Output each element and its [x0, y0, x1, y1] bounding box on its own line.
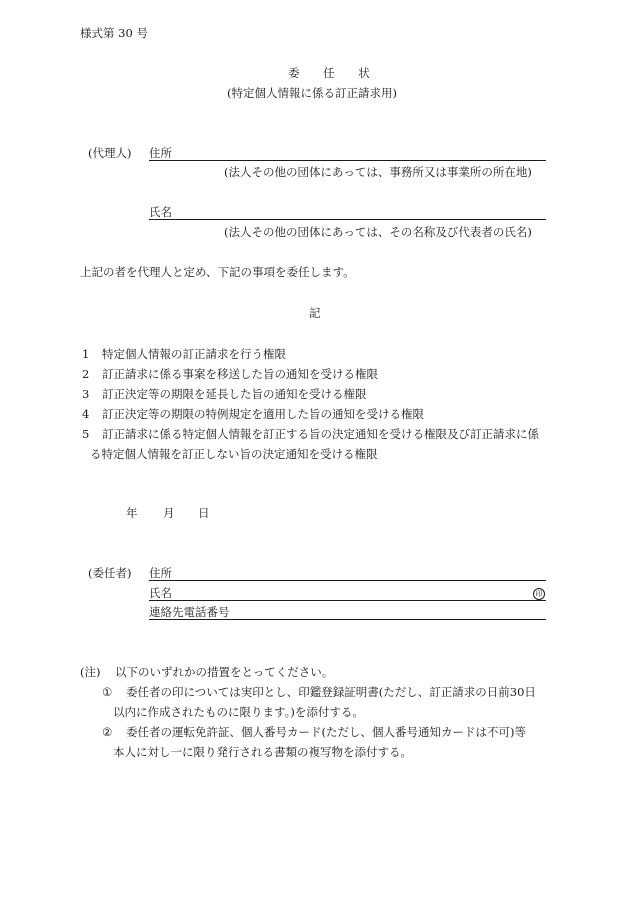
note-label: (注) [80, 665, 101, 679]
ki-heading: 記 [309, 306, 321, 320]
note-item-line: 以内に作成されたものに限ります。)を添付する。 [113, 705, 364, 719]
agent-label: (代理人) [88, 146, 132, 160]
form-number: 様式第 30 号 [80, 26, 148, 40]
delegation-statement: 上記の者を代理人と定め、下記の事項を委任します。 [80, 265, 355, 279]
note-item-line: 委任者の印については実印とし、印鑑登録証明書(ただし、訂正請求の日前30日 [126, 685, 536, 699]
agent-address-note: (法人その他の団体にあっては、事務所又は事業所の所在地) [224, 165, 532, 179]
note-mark: ② [102, 725, 113, 739]
date-month-label: 月 [163, 506, 175, 520]
agent-name-line[interactable] [149, 219, 546, 220]
principal-phone-label: 連絡先電話番号 [149, 605, 230, 619]
note-intro: 以下のいずれかの措置をとってください。 [115, 665, 334, 679]
note-item-line: 委任者の運転免許証、個人番号カード(ただし、個人番号通知カードは不可)等 [126, 725, 526, 739]
item-number: 4 [82, 407, 90, 421]
agent-address-line[interactable] [149, 160, 546, 161]
item-number: 2 [82, 367, 90, 381]
note-mark: ① [102, 685, 113, 699]
date-day-label: 日 [198, 506, 210, 520]
agent-address-label: 住所 [149, 146, 172, 160]
principal-address-label: 住所 [149, 566, 172, 580]
document-title: 委 任 状 [288, 66, 380, 80]
list-item: 訂正請求に係る特定個人情報を訂正する旨の決定通知を受ける権限及び訂正請求に係 [102, 427, 539, 441]
principal-label: (委任者) [88, 566, 132, 580]
agent-name-label: 氏名 [149, 205, 172, 219]
item-number: 1 [82, 347, 90, 361]
agent-name-note: (法人その他の団体にあっては、その名称及び代表者の氏名) [224, 225, 532, 239]
list-item: 訂正決定等の期限の特例規定を適用した旨の通知を受ける権限 [102, 407, 424, 421]
list-item: 訂正請求に係る事案を移送した旨の通知を受ける権限 [102, 367, 378, 381]
principal-phone-line[interactable] [149, 619, 546, 620]
item-number: 5 [82, 427, 90, 441]
document-subtitle: (特定個人情報に係る訂正請求用) [227, 86, 397, 100]
list-item: 訂正決定等の期限を延長した旨の通知を受ける権限 [102, 387, 367, 401]
principal-name-label: 氏名 [149, 586, 172, 600]
seal-mark: 印 [533, 588, 545, 600]
principal-address-line[interactable] [149, 580, 546, 581]
principal-name-line[interactable] [149, 600, 546, 601]
item-number: 3 [82, 387, 90, 401]
date-year-label: 年 [126, 506, 138, 520]
list-item-continuation: る特定個人情報を訂正しない旨の決定通知を受ける権限 [90, 447, 378, 461]
note-item-line: 本人に対し一に限り発行される書類の複写物を添付する。 [113, 745, 412, 759]
list-item: 特定個人情報の訂正請求を行う権限 [102, 347, 286, 361]
